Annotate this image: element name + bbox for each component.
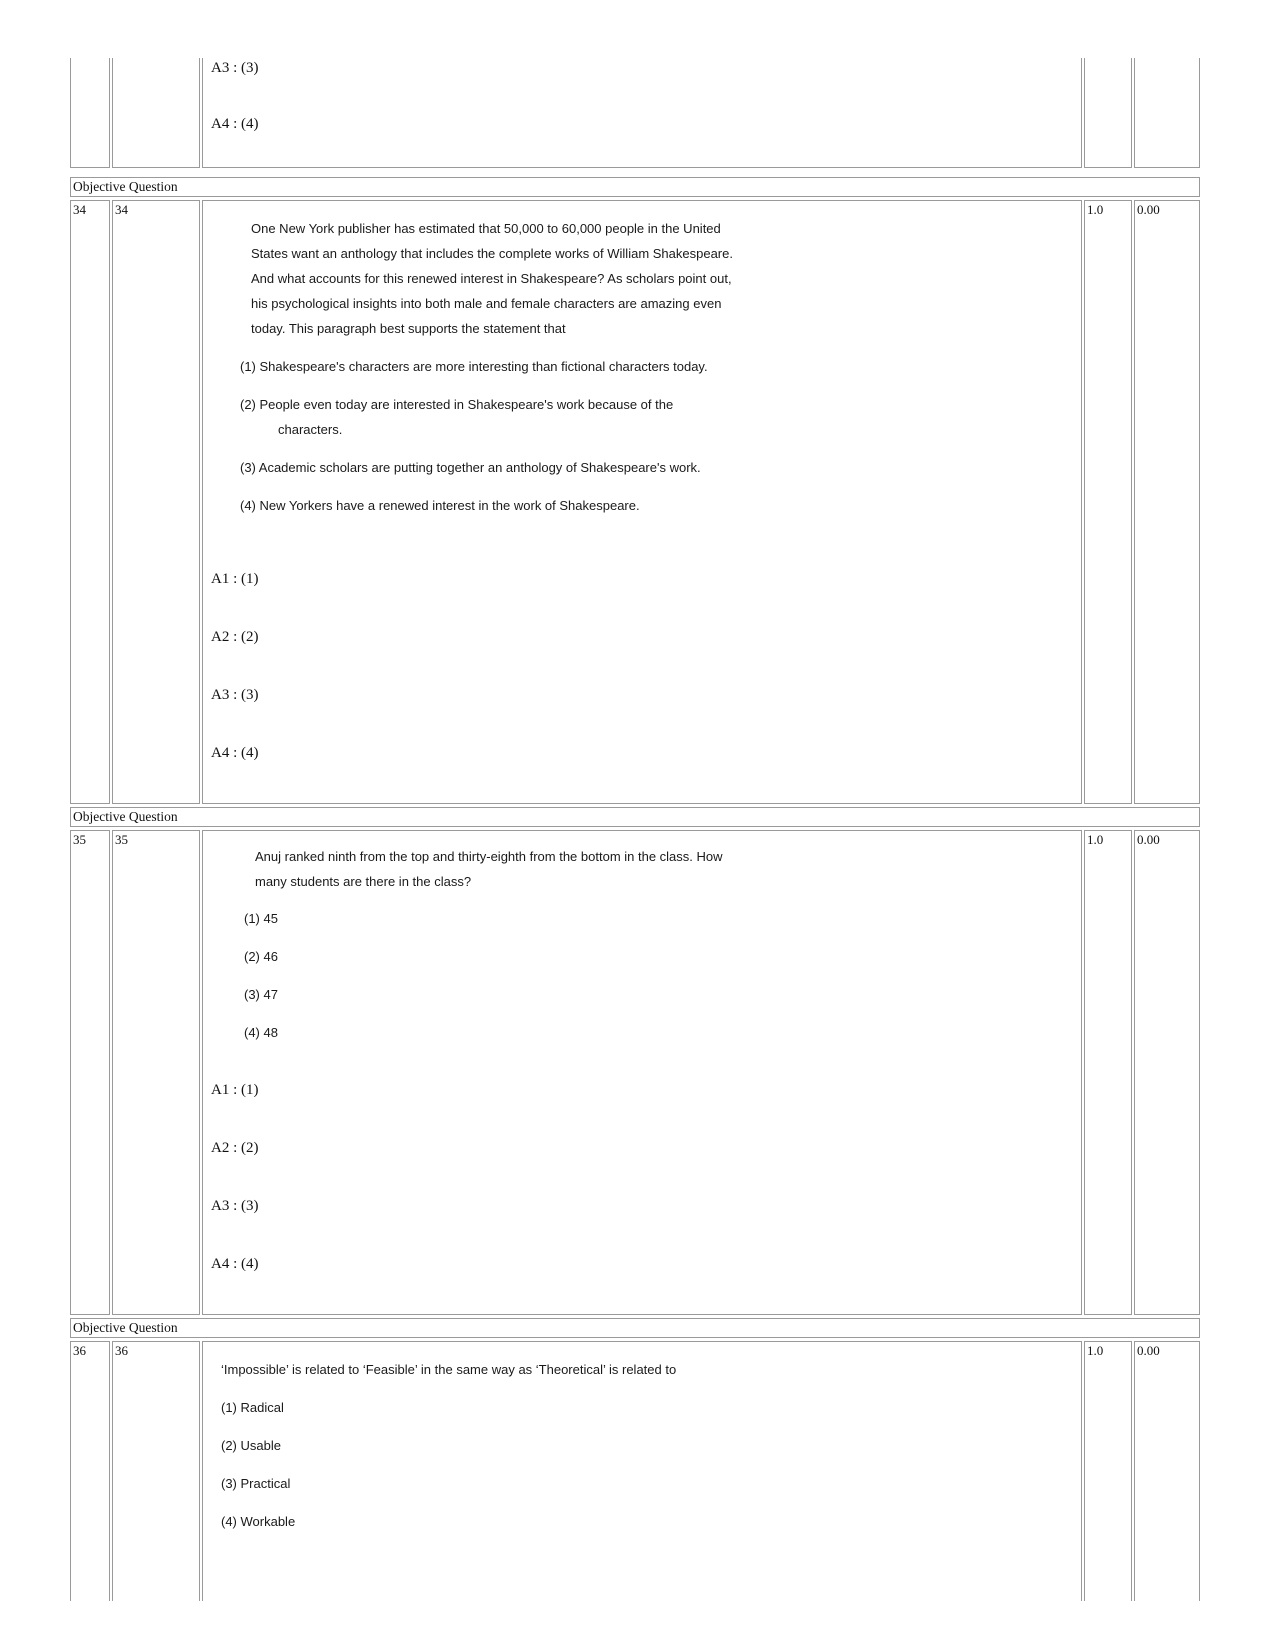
q34-qid-cell: [112, 200, 200, 804]
question-stem-line: And what accounts for this renewed interest in Shakespeare? As scholars point out,: [251, 271, 732, 286]
section-header: [70, 1318, 1200, 1338]
q34-marks-cell: [1084, 200, 1132, 804]
option-4: (4) New Yorkers have a renewed interest in the work of Shakespeare.: [240, 498, 640, 513]
section-header: [70, 807, 1200, 827]
option-1: (1) Radical: [221, 1400, 284, 1415]
top-col-sno: [70, 58, 110, 168]
answer-a2: A2 : (2): [211, 629, 259, 645]
question-stem-line: Anuj ranked ninth from the top and thirty-eighth from the bottom in the class. How: [255, 849, 723, 864]
question-stem-line: today. This paragraph best supports the statement that: [251, 321, 566, 336]
option-1: (1) Shakespeare's characters are more interesting than fictional characters today.: [240, 359, 708, 374]
question-id: 36: [115, 1343, 128, 1358]
option-2: (2) People even today are interested in Shakespeare's work because of the: [240, 397, 674, 412]
option-3: (3) Practical: [221, 1476, 291, 1491]
negative-marks-value: 0.00: [1137, 202, 1160, 217]
q36-negative-cell: [1134, 1341, 1200, 1601]
q34-content-cell: [202, 200, 1082, 804]
answer-a4: A4 : (4): [211, 1256, 259, 1272]
option-3: (3) Academic scholars are putting together an anthology of Shakespeare's work.: [240, 460, 701, 475]
option-2: (2) 46: [244, 949, 278, 964]
question-number: 36: [73, 1343, 86, 1358]
section-header: [70, 177, 1200, 197]
option-2-continued: characters.: [278, 422, 343, 437]
section-label: Objective Question: [73, 1320, 178, 1335]
option-1: (1) 45: [244, 911, 278, 926]
negative-marks-value: 0.00: [1137, 832, 1160, 847]
question-stem-line: States want an anthology that includes the complete works of William Shakespeare.: [251, 246, 733, 261]
answer-a4: A4 : (4): [211, 116, 259, 132]
question-stem-line: his psychological insights into both male and female characters are amazing even: [251, 296, 722, 311]
top-col-marks: [1084, 58, 1132, 168]
answer-a1: A1 : (1): [211, 571, 259, 587]
answer-a1: A1 : (1): [211, 1082, 259, 1098]
q36-qid-cell: [112, 1341, 200, 1601]
q36-sno-cell: [70, 1341, 110, 1601]
question-id: 35: [115, 832, 128, 847]
answer-a2: A2 : (2): [211, 1140, 259, 1156]
question-number: 34: [73, 202, 86, 217]
marks-value: 1.0: [1087, 832, 1104, 847]
question-stem-line: many students are there in the class?: [255, 874, 472, 889]
q35-content-cell: [202, 830, 1082, 1315]
section-label: Objective Question: [73, 809, 178, 824]
q34-negative-cell: [1134, 200, 1200, 804]
top-col-negative: [1134, 58, 1200, 168]
question-stem-line: ‘Impossible’ is related to ‘Feasible’ in the same way as ‘Theoretical’ is related to: [221, 1362, 677, 1377]
q35-qid-cell: [112, 830, 200, 1315]
option-4: (4) Workable: [221, 1514, 296, 1529]
option-2: (2) Usable: [221, 1438, 281, 1453]
top-col-qid: [112, 58, 200, 168]
q36-marks-cell: [1084, 1341, 1132, 1601]
answer-a3: A3 : (3): [211, 1198, 259, 1214]
marks-value: 1.0: [1087, 1343, 1104, 1358]
question-stem-line: One New York publisher has estimated that 50,000 to 60,000 people in the United: [251, 221, 721, 236]
question-id: 34: [115, 202, 128, 217]
question-number: 35: [73, 832, 86, 847]
q35-marks-cell: [1084, 830, 1132, 1315]
answer-a3: A3 : (3): [211, 687, 259, 703]
q34-sno-cell: [70, 200, 110, 804]
q36-content-cell: [202, 1341, 1082, 1601]
negative-marks-value: 0.00: [1137, 1343, 1160, 1358]
option-3: (3) 47: [244, 987, 278, 1002]
marks-value: 1.0: [1087, 202, 1104, 217]
answer-a4: A4 : (4): [211, 745, 259, 761]
option-4: (4) 48: [244, 1025, 278, 1040]
q35-negative-cell: [1134, 830, 1200, 1315]
q35-sno-cell: [70, 830, 110, 1315]
answer-a3: A3 : (3): [211, 60, 259, 76]
section-label: Objective Question: [73, 179, 178, 194]
top-col-content: [202, 58, 1082, 168]
